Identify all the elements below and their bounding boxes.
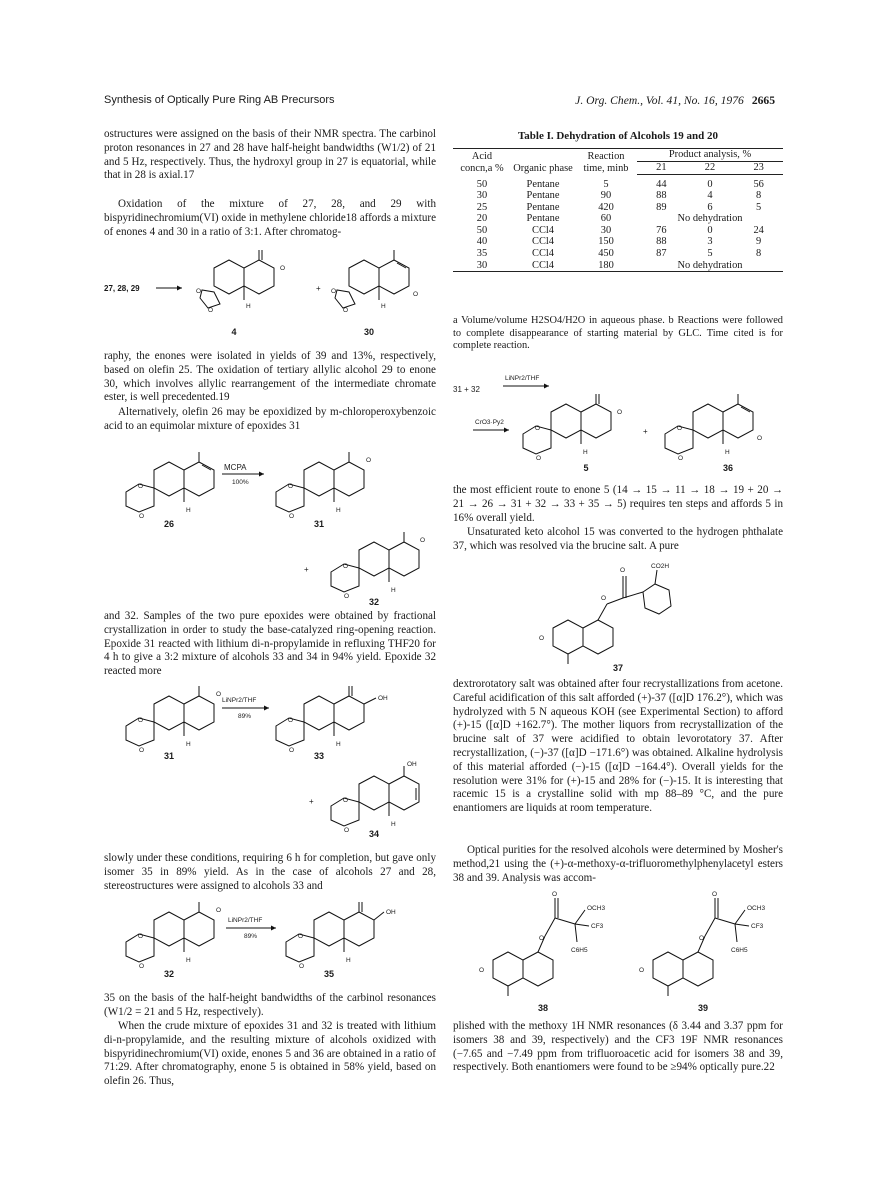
scheme-ring-opening-31 <box>104 680 436 850</box>
compound-32 <box>126 902 214 962</box>
svg-text:O: O <box>216 907 222 914</box>
compound-35 <box>286 902 384 962</box>
arrow-head <box>264 706 269 711</box>
compound-label: 4 <box>231 327 237 337</box>
structure-drawing <box>533 558 703 676</box>
scheme-enones-5-36 <box>453 368 783 478</box>
cf3-label: CF3 <box>751 923 764 930</box>
yield: 89% <box>238 713 252 720</box>
right-column <box>453 368 783 1108</box>
compound-label: 26 <box>163 519 174 529</box>
methoxy-label: OCH3 <box>747 905 766 912</box>
paragraph: Optical purities for the resolved alcohols were determined by Mosher's method,21 using the (+)-α-methoxy-α-trifluoromethylphenylacetyl esters 38 and 39. Analysis was accom- <box>453 844 783 884</box>
compound-32 <box>331 532 419 592</box>
svg-text:H: H <box>246 303 251 310</box>
svg-text:O: O <box>539 635 545 642</box>
svg-text:O: O <box>299 963 305 970</box>
svg-text:O: O <box>601 595 607 602</box>
structure-drawing <box>453 888 783 1016</box>
svg-text:O: O <box>536 455 542 462</box>
svg-text:H: H <box>186 507 191 514</box>
svg-text:O: O <box>289 513 295 520</box>
compound-label: 36 <box>722 463 733 473</box>
svg-text:O: O <box>552 891 558 898</box>
table-row: 20 Pentane 60 No dehydration <box>476 213 743 225</box>
svg-text:O: O <box>539 935 545 942</box>
hydroxyl-label: OH <box>407 761 417 768</box>
paragraph: dextrorotatory salt was obtained after four recrystallizations from acetone. Careful acidification of this salt afforded (+)-37 ([α]D 176.2°), which was hydrolyzed with 5 N aqueous KOH (see Experimental Section) to afford (+)-15 ([α]D +162.7°). The mother liquors from recrystallization of the brucine salt of 37 were acidified to obtain levorotatory 37. After recrystallization, (−)-37 ([α]D −171.6°) was obtained. Alkaline hydrolysis of this material afforded (−)-15 ([α]D −164.4°). Overall yields for the resolution were 31% for (+)-15 and 28% for (−)-15. It is interesting that racemic 15 is a crystalline solid with mp 88–89 °C, and the pure enantiomers are liquids at room temperature. <box>453 678 783 815</box>
table-row: 30 CCl4 180 No dehydration <box>453 260 783 272</box>
svg-text:H: H <box>336 741 341 748</box>
svg-text:O: O <box>617 409 623 416</box>
reagent: LiNPr2/THF <box>228 917 263 924</box>
structures-38-39 <box>453 888 783 1016</box>
page-number: 2665 <box>751 94 775 107</box>
svg-text:H: H <box>336 507 341 514</box>
compound-4 <box>200 250 274 308</box>
svg-text:H: H <box>346 957 351 964</box>
left-column <box>104 128 436 1128</box>
column-header: Product analysis, % <box>637 149 783 162</box>
svg-text:O: O <box>757 435 763 442</box>
arrow-head <box>544 384 549 389</box>
yield: 89% <box>244 933 258 940</box>
svg-text:O: O <box>138 933 144 940</box>
svg-text:H: H <box>583 449 588 456</box>
paragraph: raphy, the enones were isolated in yields of 39 and 13%, respectively, based on olefin 25. The oxidation of tertiary allylic alcohol 29 to enone 30, which involves allylic rearrangement of the intermediate chromate ester, is well precedented.19 <box>104 350 436 404</box>
svg-text:O: O <box>639 967 645 974</box>
svg-text:O: O <box>280 265 286 272</box>
compound-34 <box>331 766 419 826</box>
compound-label: 39 <box>697 1003 708 1013</box>
table-row: 25 Pentane 420 89 6 5 <box>476 201 762 213</box>
svg-text:O: O <box>366 457 372 464</box>
arrow-head <box>177 286 182 291</box>
compound-label: 32 <box>368 597 379 607</box>
svg-text:O: O <box>139 747 145 754</box>
reagent: LiNPr2/THF <box>505 375 540 382</box>
hydroxyl-label: OH <box>378 695 388 702</box>
paragraph: plished with the methoxy 1H NMR resonances (δ 3.44 and 3.37 ppm for isomers 38 and 39, respectively) and the CF3 19F NMR resonances (−7.65 and −7.49 ppm from trifluoroacetic acid for isomers 38 and 39, respectively. Both enantiomers were found to be ≥94% optically pure.22 <box>453 1020 783 1074</box>
svg-text:O: O <box>216 691 222 698</box>
scheme-ring-opening-32 <box>104 896 436 988</box>
dehydration-table <box>453 148 783 272</box>
svg-text:O: O <box>208 307 214 314</box>
column-header: Acid concn,a % <box>453 149 511 175</box>
svg-text:O: O <box>343 307 349 314</box>
compound-label: 31 <box>163 751 174 761</box>
svg-text:O: O <box>678 455 684 462</box>
svg-text:H: H <box>381 303 386 310</box>
column-header: 23 <box>734 162 783 175</box>
svg-text:H: H <box>725 449 730 456</box>
table-row: 30 Pentane 90 88 4 8 <box>476 190 762 202</box>
svg-text:O: O <box>413 291 419 298</box>
compound-5 <box>523 394 611 454</box>
svg-text:O: O <box>677 425 683 432</box>
acid-group-label: CO2H <box>651 563 670 570</box>
running-title: Synthesis of Optically Pure Ring AB Precursors <box>104 94 335 106</box>
svg-text:+: + <box>304 565 309 574</box>
svg-text:O: O <box>343 563 349 570</box>
column-header: Reaction time, minb <box>575 149 637 175</box>
reagent: LiNPr2/THF <box>222 697 257 704</box>
svg-text:O: O <box>344 827 350 834</box>
svg-text:H: H <box>391 821 396 828</box>
svg-text:O: O <box>138 483 144 490</box>
svg-text:H: H <box>186 741 191 748</box>
svg-text:O: O <box>298 933 304 940</box>
column-header: Organic phase <box>511 149 575 175</box>
svg-text:H: H <box>186 957 191 964</box>
column-header: 21 <box>637 162 686 175</box>
svg-text:O: O <box>289 747 295 754</box>
structure-37 <box>533 558 703 676</box>
journal-citation <box>575 94 775 107</box>
paragraph: ostructures were assigned on the basis of their NMR spectra. The carbinol proton resonances in 27 and 28 have half-height bandwidths (W1/2) of 21 and 5 Hz, respectively. Thus, the hydroxyl group in 27 is equatorial, while that in 28 is axial.17 <box>104 128 436 182</box>
phenyl-label: C6H5 <box>571 947 588 954</box>
svg-text:O: O <box>620 567 626 574</box>
compound-label: 33 <box>313 751 324 761</box>
svg-text:O: O <box>420 537 426 544</box>
paragraph: and 32. Samples of the two pure epoxides were obtained by fractional crystallization in order to study the base-catalyzed ring-opening reaction. Epoxide 31 reacted with lithium di-n-propylamide in refluxing THF20 for 4 h to give a 3:2 mixture of alcohols 33 and 34 in 94% yield. Epoxide 32 reacted more <box>104 610 436 678</box>
cf3-label: CF3 <box>591 923 604 930</box>
paragraph: slowly under these conditions, requiring 6 h for completion, but gave only isomer 35 in 89% yield. As in the case of alcohols 27 and 28, stereostructures were assigned to alcohols 33 and <box>104 852 436 892</box>
compound-36 <box>665 394 753 454</box>
compound-label: 37 <box>612 663 623 673</box>
reagent: CrO3·Py2 <box>475 419 504 426</box>
svg-text:O: O <box>139 513 145 520</box>
compound-label: 30 <box>363 327 374 337</box>
reagent: MCPA <box>224 463 247 472</box>
methoxy-label: OCH3 <box>587 905 606 912</box>
svg-text:+: + <box>643 427 648 436</box>
svg-text:H: H <box>391 587 396 594</box>
svg-text:+: + <box>309 797 314 806</box>
compound-label: 32 <box>163 969 174 979</box>
svg-text:O: O <box>331 288 337 295</box>
arrow-head <box>259 472 264 477</box>
compound-33 <box>276 686 376 746</box>
compound-26 <box>126 452 214 512</box>
paragraph: When the crude mixture of epoxides 31 and 32 is treated with lithium di-n-propylamide, and the resulting mixture of alcohols oxidized with bispyridinechromium(VI) oxide, enones 5 and 36 are obtained in a ratio of 71:29. After chromatography, enone 5 is obtained in 58% yield, based on olefin 26. Thus, <box>104 1020 436 1088</box>
table-row: 50 Pentane 5 44 0 56 <box>476 178 764 190</box>
svg-text:O: O <box>138 717 144 724</box>
compound-label: 35 <box>323 969 334 979</box>
scheme-enones-4-30 <box>104 246 436 346</box>
paragraph: Unsaturated keto alcohol 15 was converted to the hydrogen phthalate 37, which was resolved via the brucine salt. A pure <box>453 526 783 552</box>
paragraph: the most efficient route to enone 5 (14 → 15 → 11 → 18 → 19 + 20 → 21 → 26 → 31 + 32 → 33 + 35 → 5) requires ten steps and affords 5 in 16% overall yield. <box>453 484 783 524</box>
arrow-head <box>504 428 509 433</box>
structure-drawing <box>104 680 436 850</box>
svg-text:O: O <box>196 288 202 295</box>
column-header: 22 <box>686 162 735 175</box>
table-row: 35 CCl4 450 87 5 8 <box>476 248 762 260</box>
compound-label: 5 <box>583 463 589 473</box>
compound-30 <box>335 250 409 308</box>
svg-text:O: O <box>343 797 349 804</box>
svg-text:O: O <box>344 593 350 600</box>
svg-text:O: O <box>712 891 718 898</box>
svg-text:O: O <box>479 967 485 974</box>
table-row: 50 CCl4 30 76 0 24 <box>476 224 764 236</box>
paragraph: Oxidation of the mixture of 27, 28, and 29 with bispyridinechromium(VI) oxide in methylene chloride18 affords a mixture of enones 4 and 30 in a ratio of 3:1. After chromatog- <box>104 198 436 238</box>
hydroxyl-label: OH <box>386 909 396 916</box>
table-footnote: a Volume/volume H2SO4/H2O in aqueous phase. b Reactions were followed to complete disappearance of starting material by GLC. Time cited is for complete reaction. <box>453 315 783 352</box>
paragraph: 35 on the basis of the half-height bandwidths of the carbinol resonances (W1/2 = 21 and 5 Hz, respectively). <box>104 992 436 1018</box>
compound-label: 34 <box>368 829 379 839</box>
table-title: Table I. Dehydration of Alcohols 19 and 20 <box>517 130 719 142</box>
arrow-head <box>271 926 276 931</box>
svg-text:+: + <box>316 284 321 293</box>
compound-label: 31 <box>313 519 324 529</box>
yield: 100% <box>232 479 249 486</box>
structure-drawing <box>104 246 436 346</box>
paragraph: Alternatively, olefin 26 may be epoxidized by m-chloroperoxybenzoic acid to an equimolar mixture of epoxides 31 <box>104 406 436 432</box>
table-row: 40 CCl4 150 88 3 9 <box>476 236 762 248</box>
svg-text:O: O <box>288 717 294 724</box>
svg-text:O: O <box>288 483 294 490</box>
scheme-epoxidation <box>104 444 436 607</box>
compound-31 <box>126 686 214 746</box>
svg-text:O: O <box>535 425 541 432</box>
svg-text:O: O <box>699 935 705 942</box>
reactants: 31 + 32 <box>453 385 480 394</box>
journal-name: J. Org. Chem., Vol. 41, No. 16, 1976 <box>575 94 744 107</box>
reactant-label: 27, 28, 29 <box>104 284 140 293</box>
phenyl-label: C6H5 <box>731 947 748 954</box>
svg-text:O: O <box>139 963 145 970</box>
compound-label: 38 <box>537 1003 548 1013</box>
compound-31 <box>276 452 364 512</box>
